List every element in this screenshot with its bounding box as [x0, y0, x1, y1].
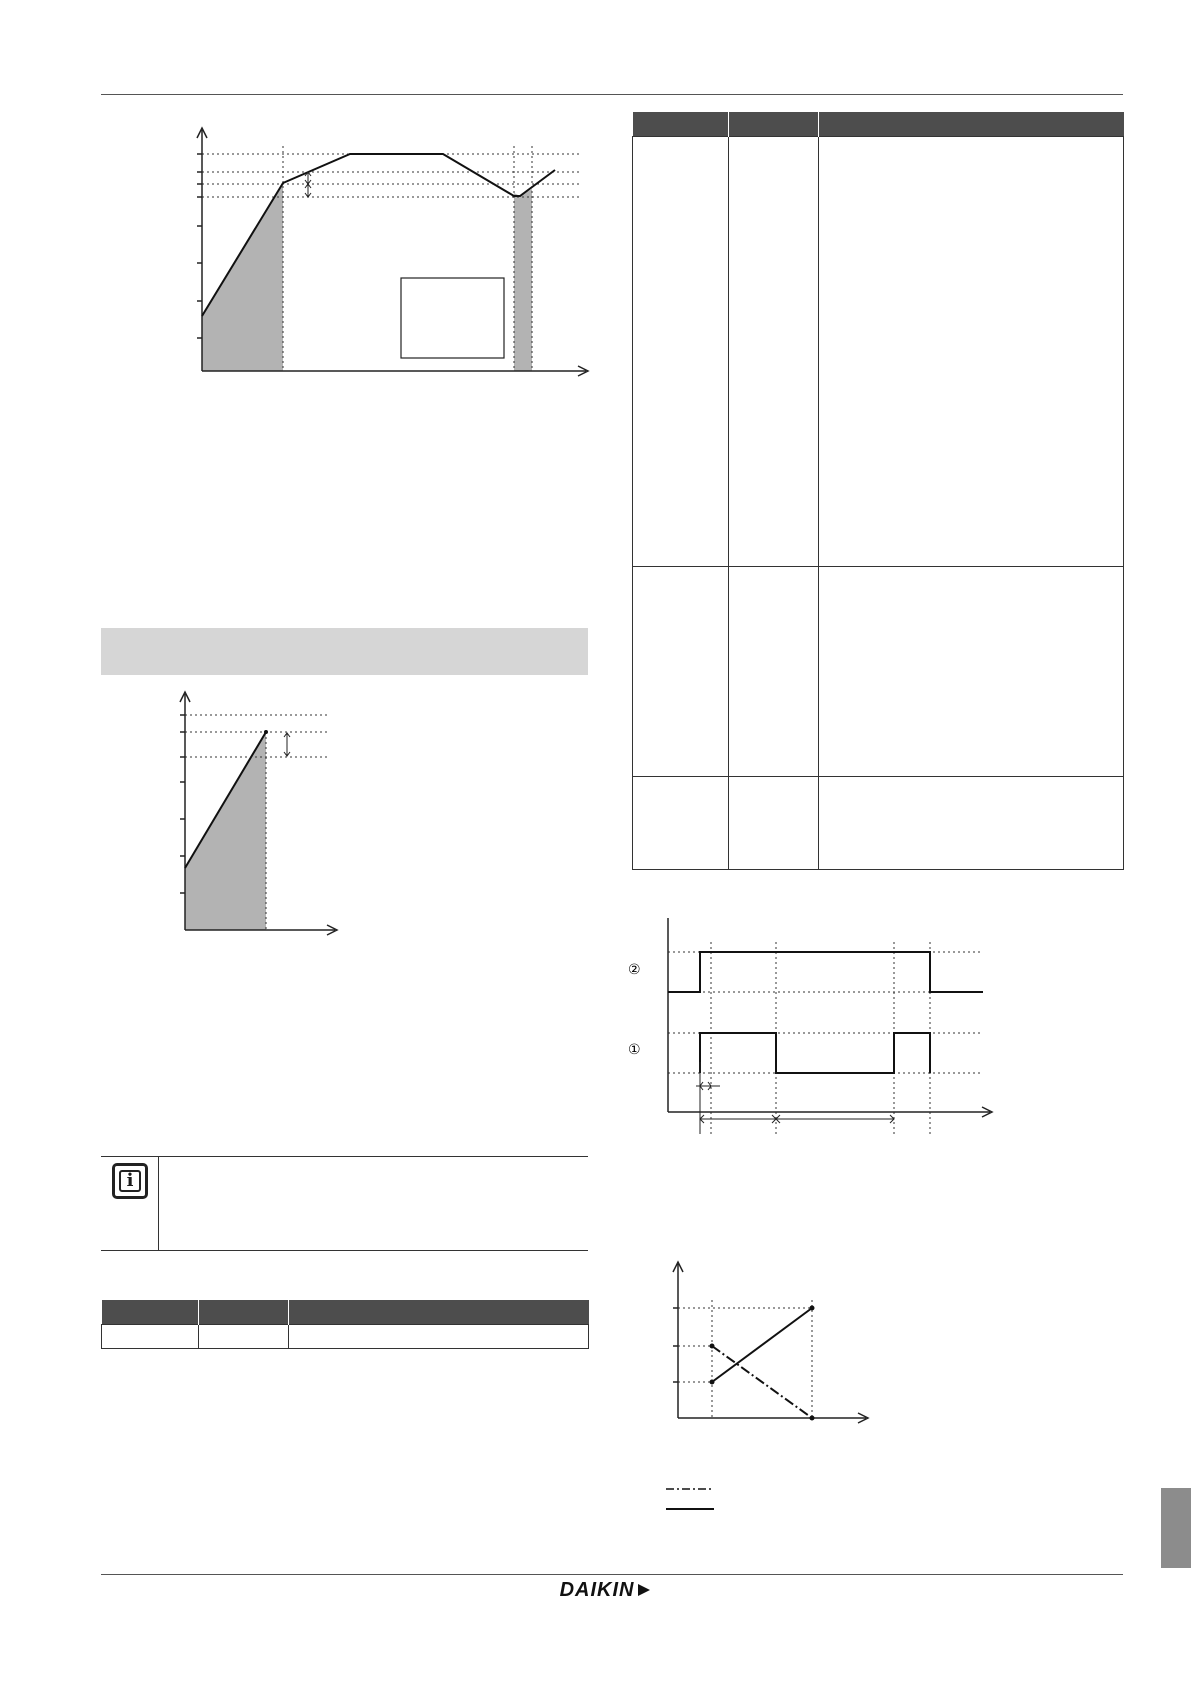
- section-heading-band: [101, 628, 588, 675]
- note-bottom-rule: [101, 1250, 588, 1251]
- parameter-table-right: [632, 112, 1124, 870]
- table-row: [633, 137, 1124, 567]
- legend-line-samples: [664, 1485, 724, 1515]
- table-header: [102, 1300, 589, 1325]
- brand-logo: DAIKIN: [565, 1579, 645, 1601]
- table-row: [633, 567, 1124, 777]
- figure-ramp: [180, 690, 340, 940]
- table-row: [633, 777, 1124, 870]
- figure-temperature-curve: [190, 126, 590, 376]
- footer-rule: [101, 1574, 1123, 1575]
- figure-timing-diagram: [628, 912, 998, 1144]
- header-rule: [101, 94, 1123, 95]
- marker-2: ②: [628, 962, 641, 978]
- note-top-rule: [101, 1156, 588, 1157]
- side-section-tab: [1161, 1488, 1191, 1568]
- table-row: [102, 1325, 589, 1349]
- note-divider: [158, 1156, 159, 1251]
- parameter-table-left: [101, 1300, 589, 1349]
- info-icon: i: [112, 1163, 148, 1199]
- marker-1: ①: [628, 1042, 641, 1058]
- table-header: [633, 112, 1124, 137]
- figure-cross-lines-graph: [672, 1258, 872, 1424]
